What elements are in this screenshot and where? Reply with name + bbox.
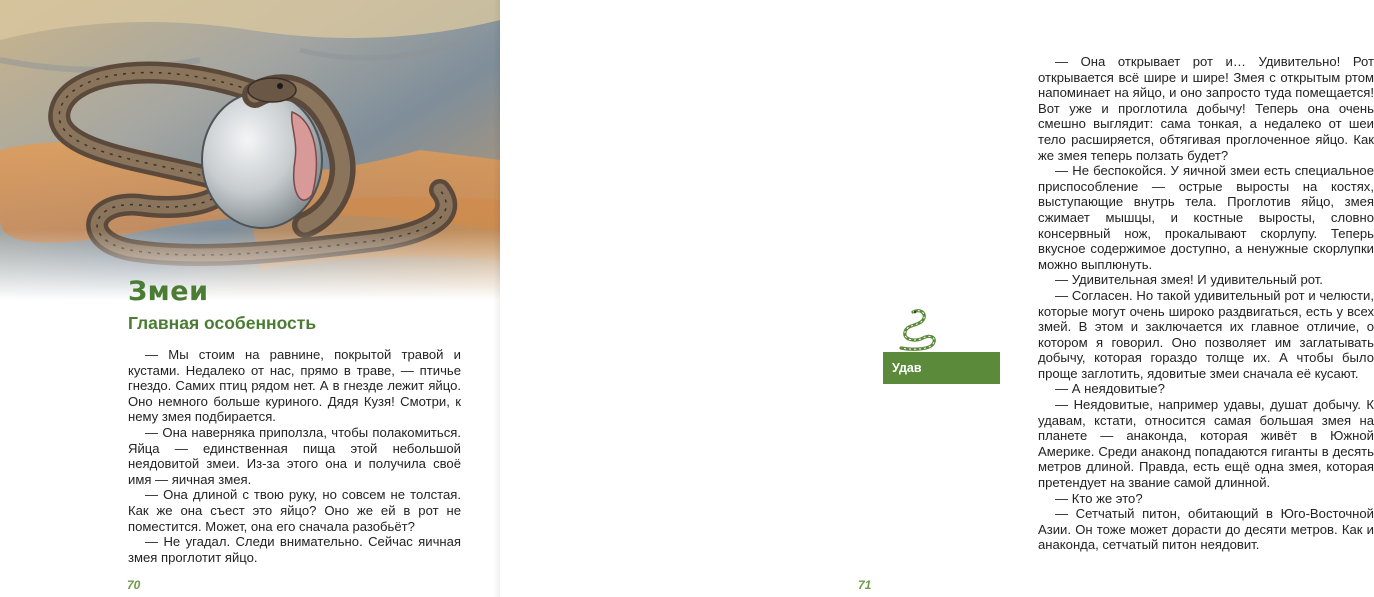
side-tab-boa bbox=[883, 352, 1000, 384]
paragraph: — Она наверняка приползла, чтобы полакомиться. Яйца — единственная пища этой небольшой неядовитой змеи. Из-за этого она и получила своё имя — яичная змея. bbox=[128, 424, 461, 487]
left-page bbox=[0, 0, 500, 597]
paragraph: — Она открывает рот и… Удивительно! Рот открывается всё шире и шире! Змея с открытым ртом напоминает на яйцо, и оно запросто туда помещается! Вот уже и проглотила добычу! Теперь она очень смешно выглядит: сама тонкая, а недалеко от шеи тело расширяется, обтягивая проглоченное яйцо. Как же змея теперь ползать будет? bbox=[1038, 54, 1374, 163]
side-tab-label: Удав bbox=[892, 361, 922, 375]
paragraph: — Неядовитые, например удавы, душат добычу. К удавам, кстати, относится самая большая змея на планете — анаконда, которая живёт в Южной Америке. Среди анаконд попадаются гиганты в десять метров длиной. Правда, есть ещё одна змея, которая претендует на звание самой длинной. bbox=[1038, 397, 1374, 491]
page-number-right: 71 bbox=[858, 578, 872, 592]
left-body-text bbox=[128, 347, 461, 565]
egg-eating-snake-illustration bbox=[0, 0, 500, 300]
paragraph: — Удивительная змея! И удивительный рот. bbox=[1055, 272, 1323, 288]
page-title: Змеи bbox=[128, 276, 209, 307]
paragraph: — Она длиной с твою руку, но совсем не толстая. Как же она съест это яйцо? Оно же ей в рот не поместится. Может, она его сначала разобьёт? bbox=[128, 487, 461, 534]
page-number-left: 70 bbox=[127, 578, 141, 592]
paragraph: — Не угадал. Следи внимательно. Сейчас яичная змея проглотит яйцо. bbox=[128, 534, 461, 565]
right-body-text bbox=[1038, 54, 1374, 553]
paragraph: — Кто же это? bbox=[1055, 490, 1143, 506]
snake-icon bbox=[893, 306, 943, 354]
paragraph: — Согласен. Но такой удивительный рот и челюсти, которые могут очень широко раздвигаться, есть у всех змей. В этом и заключается их главное отличие, о котором я говорил. Оно позволяет им заглатывать добычу, которая гораздо толще их. А чтобы было проще заглотить, ядовитые змеи сначала её кусают. bbox=[1038, 287, 1374, 381]
paragraph: — А неядовитые? bbox=[1055, 381, 1165, 397]
section-subtitle: Главная особенность bbox=[128, 313, 317, 333]
paragraph: — Не беспокойся. У яичной змеи есть специальное приспособление — острые выросты на костях, выступающие внутрь тела. Проглотив яйцо, змея сжимает мышцы, и костные выросты, словно консервный нож, прокалывают скорлупу. Теперь вкусное содержимое доступно, а ненужные скорлупки можно выплюнуть. bbox=[1038, 163, 1374, 272]
paragraph: — Мы стоим на равнине, покрытой травой и кустами. Недалеко от нас, прямо в траве, — птичье гнездо. Самих птиц рядом нет. А в гнезде лежит яйцо. Оно немного больше куриного. Дядя Кузя! Смотри, к нему змея подбирается. bbox=[128, 347, 461, 425]
right-page bbox=[500, 0, 1374, 597]
paragraph: — Сетчатый питон, обитающий в Юго-Восточной Азии. Он тоже может дорасти до десяти метров. Как и анаконда, сетчатый питон неядовит. bbox=[1038, 506, 1374, 553]
